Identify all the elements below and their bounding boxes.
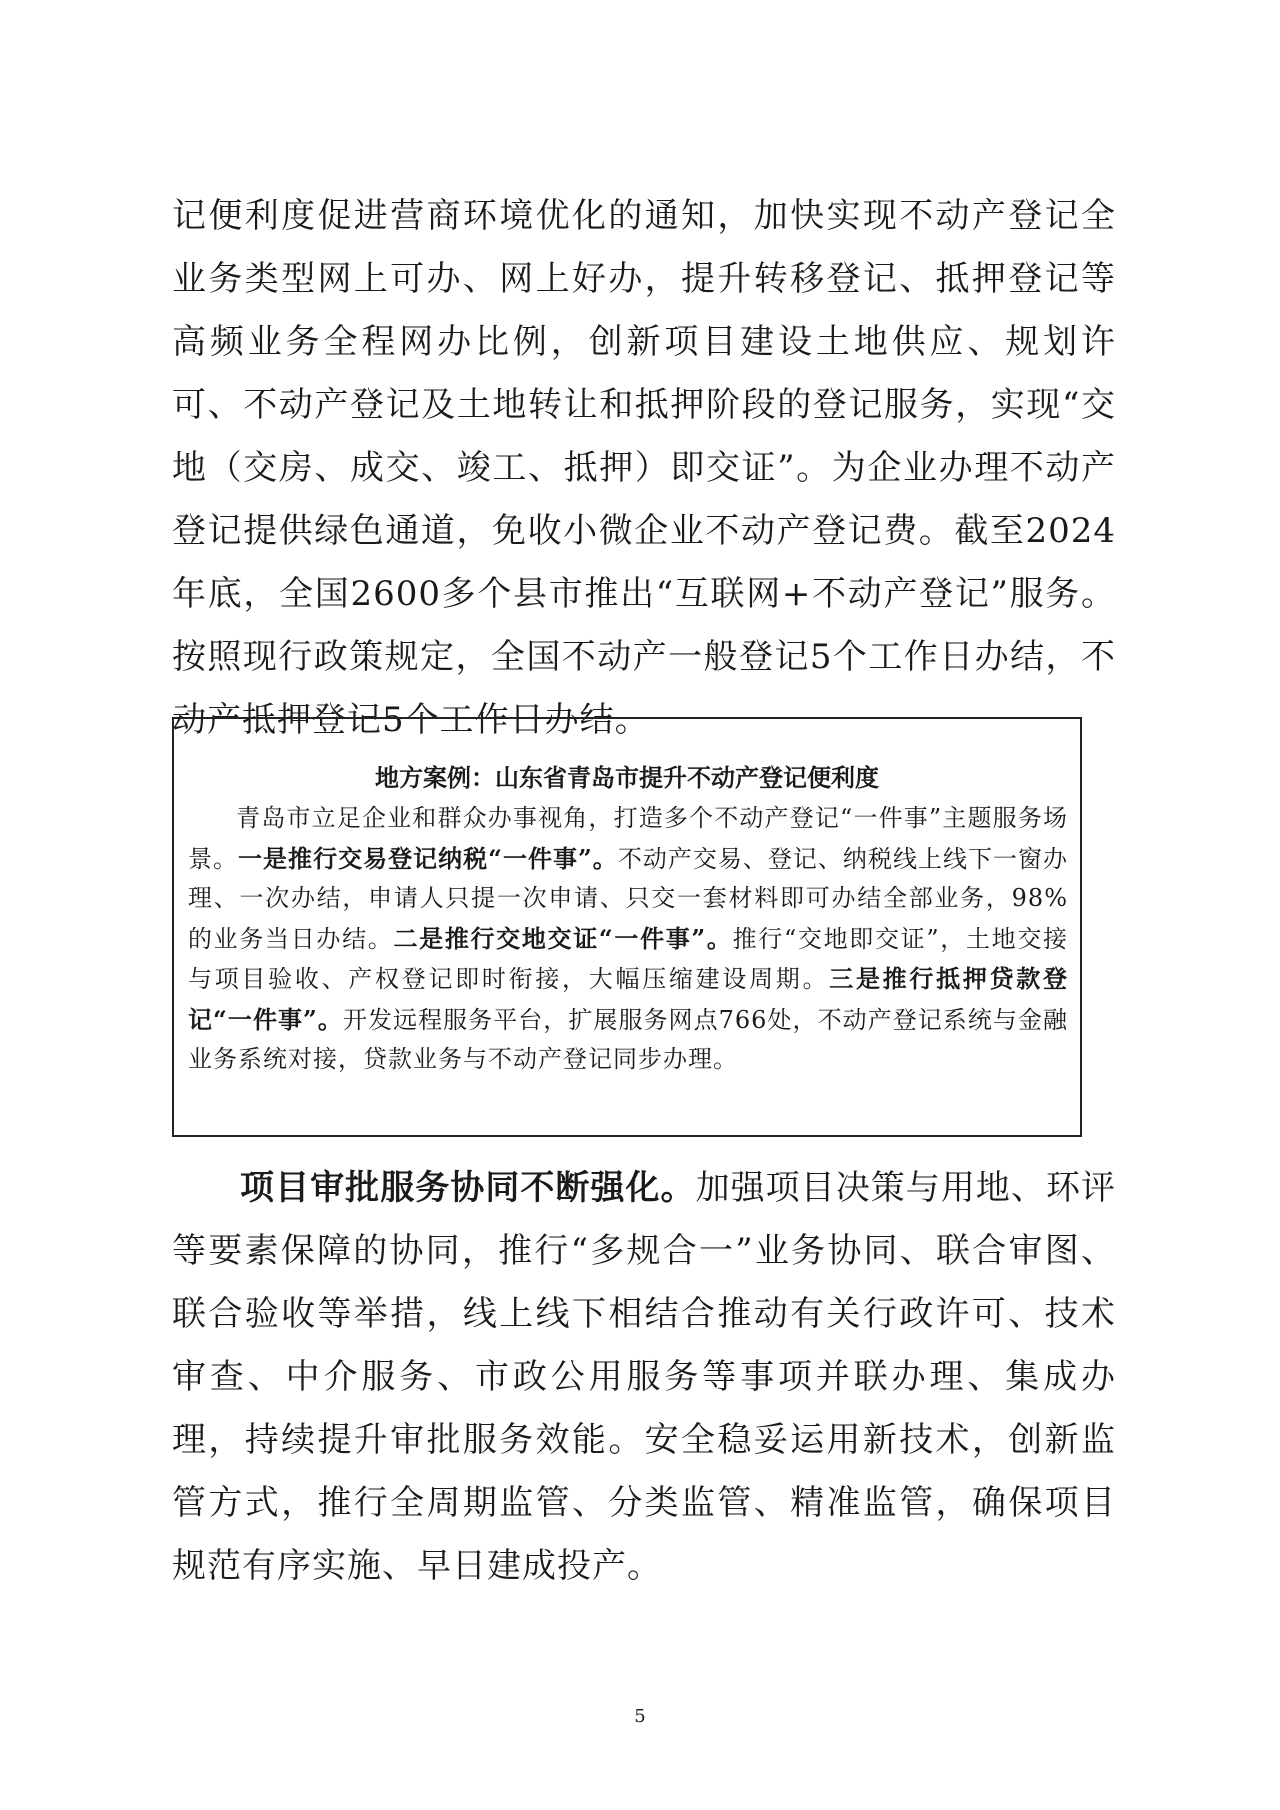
- body-paragraph-2: [172, 1157, 1116, 1598]
- local-case-box: [172, 717, 1082, 1137]
- case-point-3-lead: 三是推行抵押贷款登记“一件事”。: [188, 964, 1068, 1034]
- case-intro: 青岛市立足企业和群众办事视角，打造多个不动产登记“一件事”主题服务场景。: [188, 804, 1068, 873]
- case-point-2-text: 推行“交地即交证”，土地交接与项目验收、产权登记即时衔接，大幅压缩建设周期。: [188, 924, 1069, 993]
- body-paragraph-1: 记便利度促进营商环境优化的通知，加快实现不动产登记全业务类型网上可办、网上好办，提升转移登记、抵押登记等高频业务全程网办比例，创新项目建设土地供应、规划许可、不动产登记及土地转让和抵押阶段的登记服务，实现“交地（交房、成交、竣工、抵押）即交证”。为企业办理不动产登记提供绿色通道，免收小微企业不动产登记费。截至2024年底，全国2600多个县市推出“互联网+不动产登记”服务。按照现行政策规定，全国不动产一般登记5个工作日办结，不动产抵押登记5个工作日办结。: [172, 196, 1116, 740]
- page-number: 5: [634, 1706, 646, 1727]
- case-point-2-lead: 二是推行交地交证“一件事”。: [393, 923, 733, 953]
- case-point-3-text: 开发远程服务平台，扩展服务网点766处，不动产登记系统与金融业务系统对接，贷款业务与不动产登记同步办理。: [188, 1005, 1068, 1073]
- paragraph-2-text: 加强项目决策与用地、环评等要素保障的协同，推行“多规合一”业务协同、联合审图、联合验收等举措，线上线下相结合推动有关行政许可、技术审查、中介服务、市政公用服务等事项并联办理、集成办理，持续提升审批服务效能。安全稳妥运用新技术，创新监管方式，推行全周期监管、分类监管、精准监管，确保项目规范有序实施、早日建成投产。: [172, 1168, 1117, 1586]
- case-box-body: [188, 799, 1068, 1080]
- paragraph-2-heading: 项目审批服务协同不断强化。: [240, 1168, 696, 1208]
- case-point-1-lead: 一是推行交易登记纳税“一件事”。: [238, 843, 618, 873]
- case-point-1-text: 不动产交易、登记、纳税线上线下一窗办理、一次办结，申请人只提一次申请、只交一套材料即可办结全部业务，98%的业务当日办结。: [188, 844, 1069, 953]
- case-box-title: 地方案例：山东省青岛市提升不动产登记便利度: [375, 764, 879, 792]
